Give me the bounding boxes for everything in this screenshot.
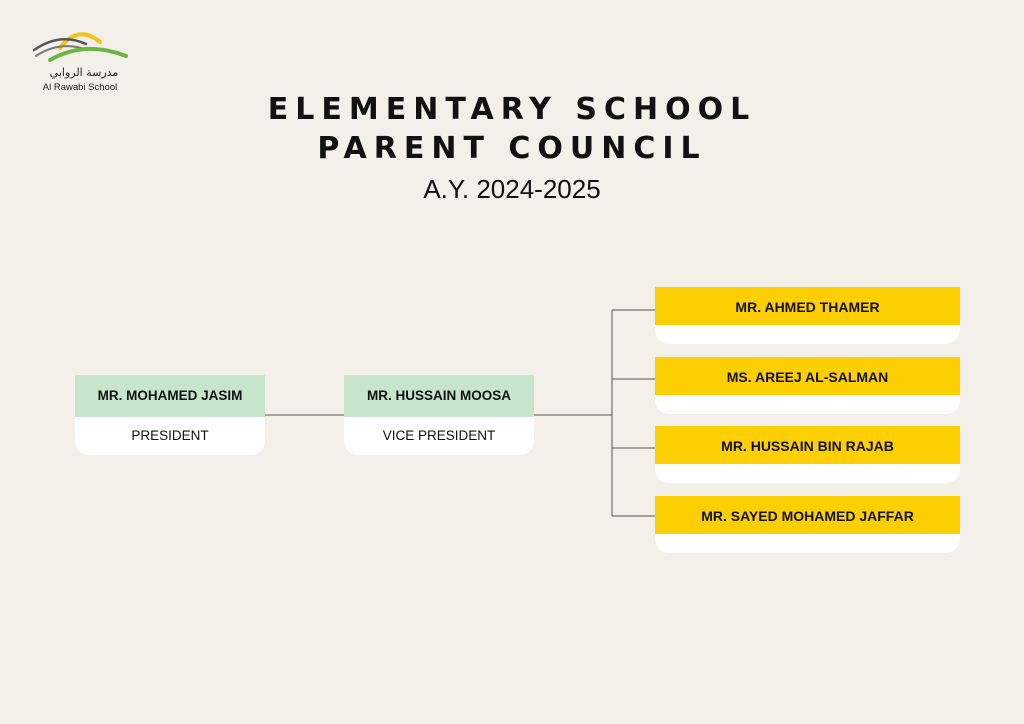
vice-president-name: MR. HUSSAIN MOOSA: [344, 375, 534, 417]
logo-english-name: Al Rawabi School: [42, 82, 118, 93]
member-card: [655, 496, 960, 553]
vice-president-card: [344, 375, 534, 455]
title-line-1: ELEMENTARY SCHOOL: [267, 92, 757, 127]
title-line-2: PARENT COUNCIL: [317, 131, 707, 166]
vice-president-role: VICE PRESIDENT: [382, 428, 496, 443]
president-name: MR. MOHAMED JASIM: [75, 375, 265, 417]
academic-year: A.Y. 2024-2025: [423, 174, 601, 204]
president-role: PRESIDENT: [131, 428, 209, 443]
member-name: MR. SAYED MOHAMED JAFFAR: [655, 496, 960, 534]
member-name: MR. AHMED THAMER: [655, 287, 960, 325]
logo-arabic-name: مدرسة الروابي: [49, 66, 119, 79]
member-card: [655, 426, 960, 483]
member-card: [655, 357, 960, 414]
member-card: [655, 287, 960, 344]
president-card: [75, 375, 265, 455]
member-name: MR. HUSSAIN BIN RAJAB: [655, 426, 960, 464]
member-name: MS. AREEJ AL-SALMAN: [655, 357, 960, 395]
